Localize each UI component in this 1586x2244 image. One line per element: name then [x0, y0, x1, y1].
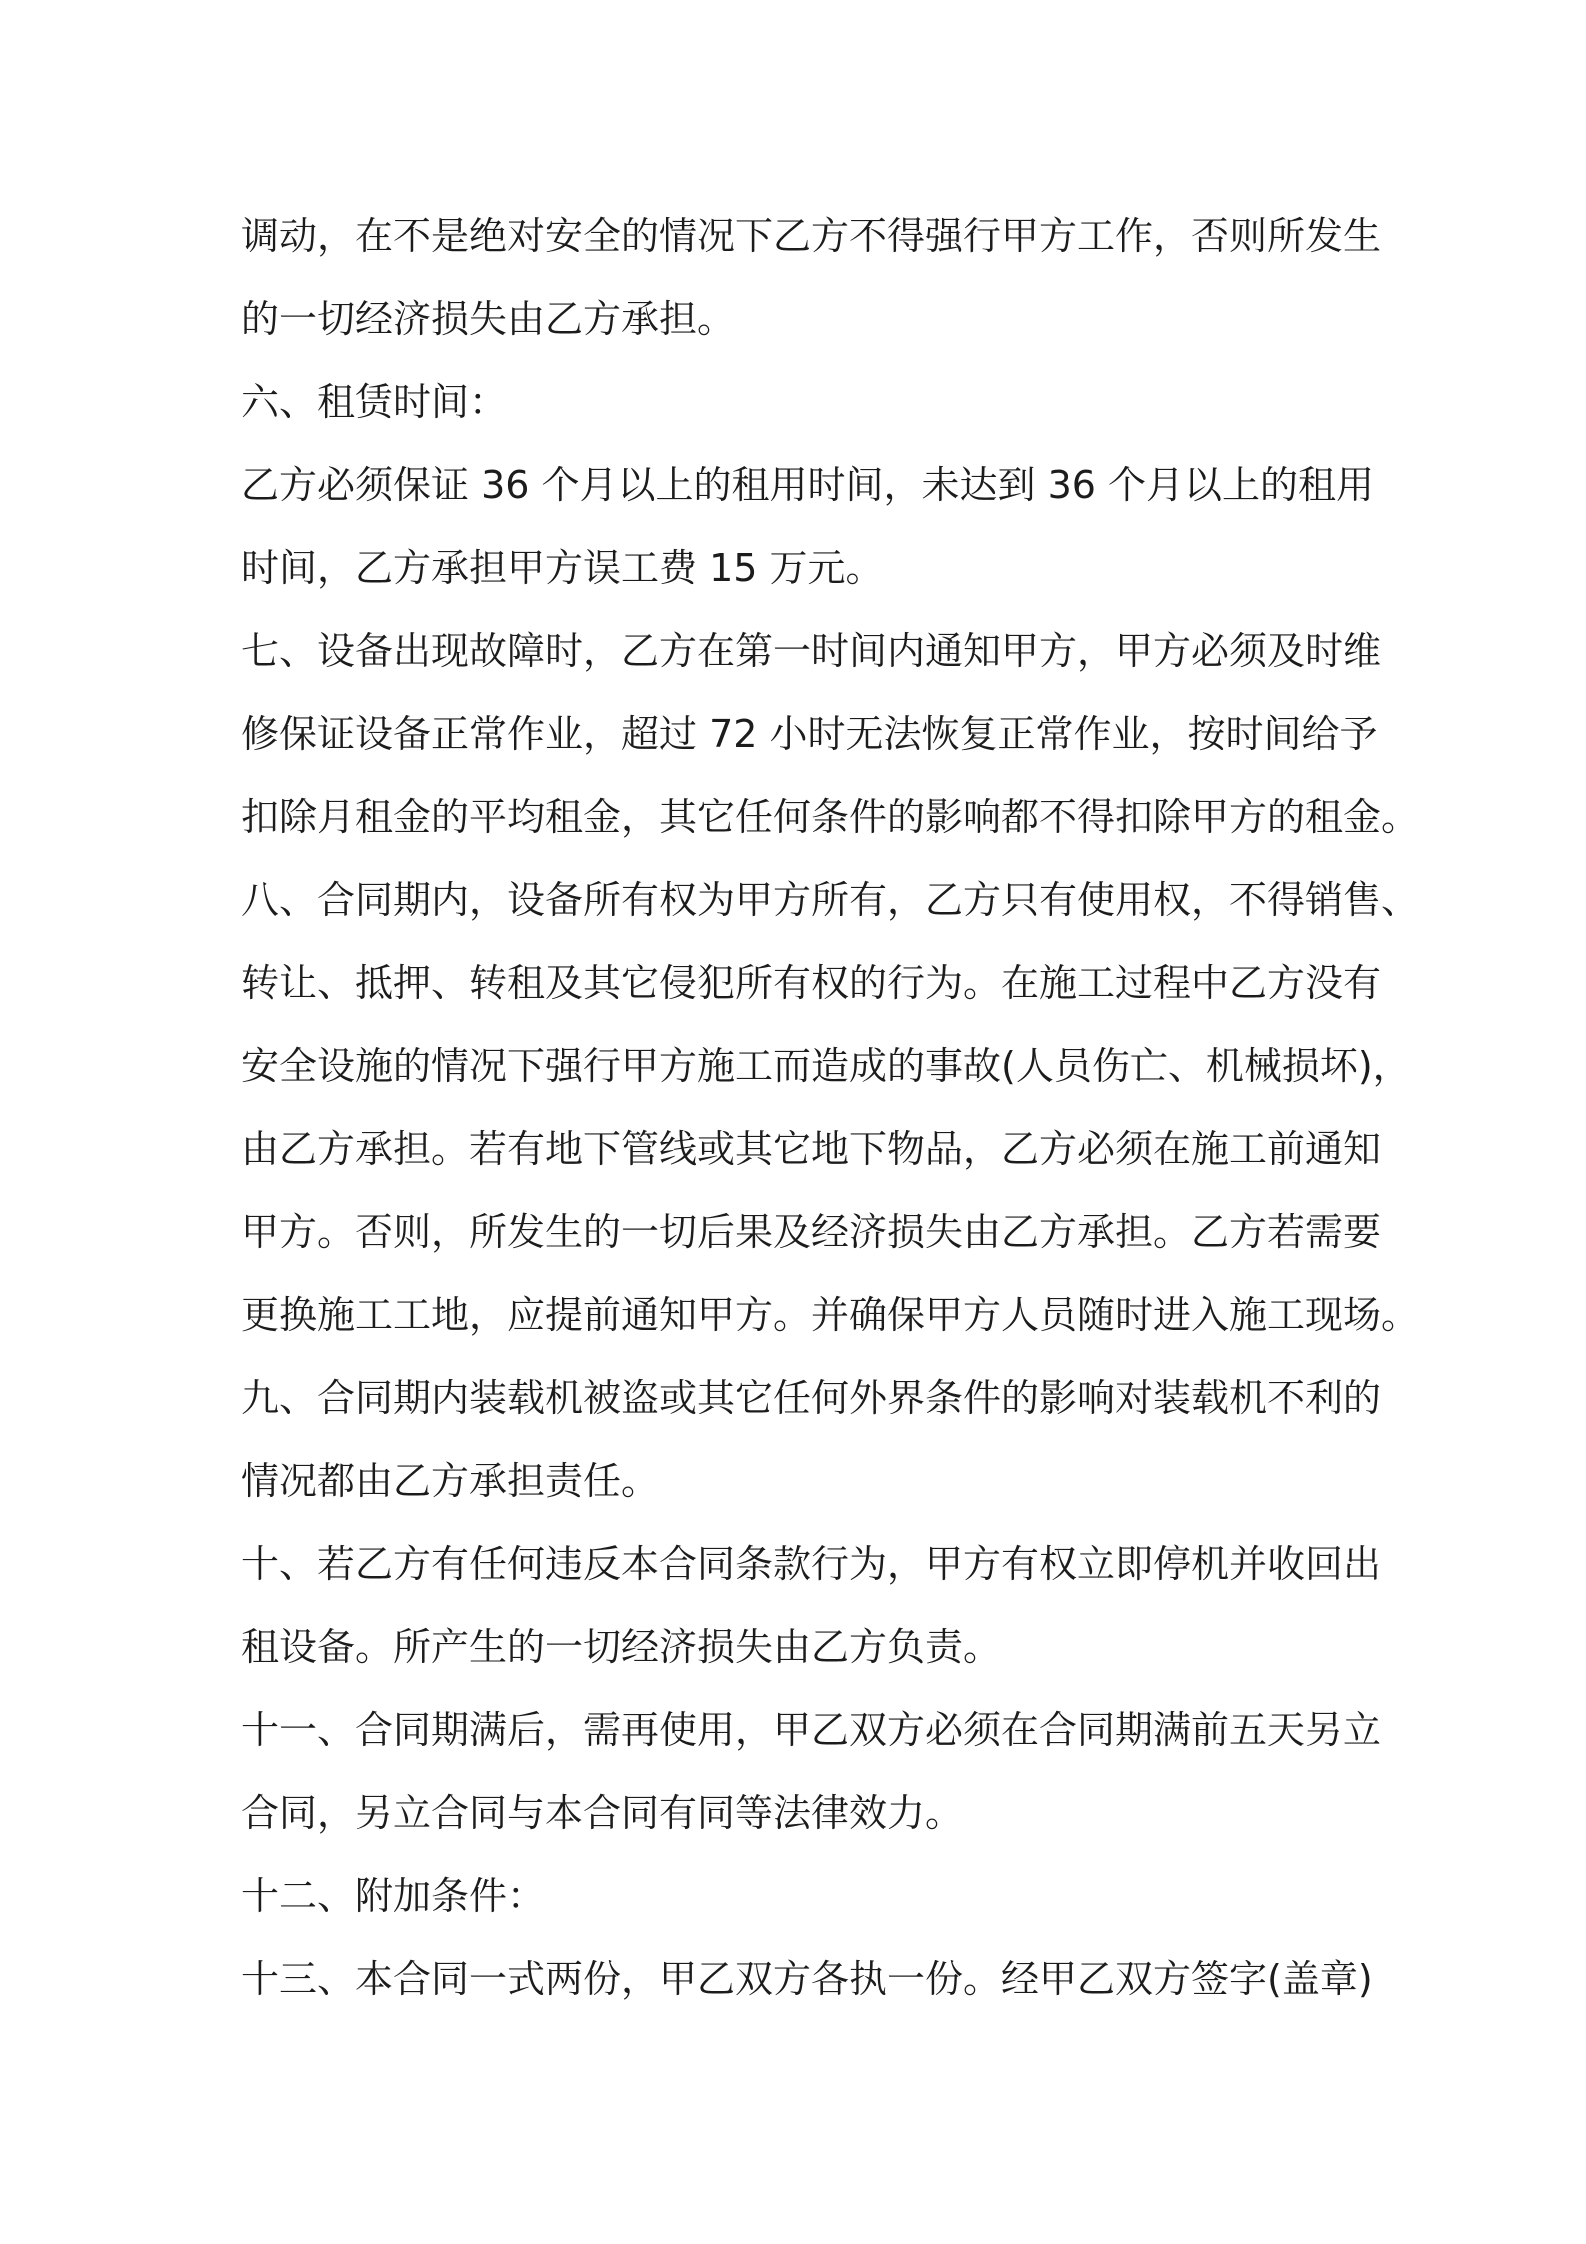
- text-line: 甲方。否则，所发生的一切后果及经济损失由乙方承担。乙方若需要: [241, 1210, 1382, 1254]
- text-line: 扣除月租金的平均租金，其它任何条件的影响都不得扣除甲方的租金。: [241, 795, 1420, 839]
- clause-thirteen-line: 十三、本合同一式两份，甲乙双方各执一份。经甲乙双方签字(盖章): [241, 1957, 1373, 2001]
- section-heading-additional-terms: 十二、附加条件：: [241, 1874, 546, 1918]
- clause-nine-line: 九、合同期内装载机被盗或其它任何外界条件的影响对装载机不利的: [241, 1376, 1382, 1420]
- section-heading-lease-term: 六、租赁时间：: [241, 380, 508, 424]
- clause-ten-line: 十、若乙方有任何违反本合同条款行为，甲方有权立即停机并收回出: [241, 1542, 1382, 1586]
- text-line: 的一切经济损失由乙方承担。: [241, 297, 736, 341]
- text-line: 修保证设备正常作业，超过 72 小时无法恢复正常作业，按时间给予: [241, 712, 1378, 756]
- text-line: 合同，另立合同与本合同有同等法律效力。: [241, 1791, 964, 1835]
- text-line: 乙方必须保证 36 个月以上的租用时间，未达到 36 个月以上的租用: [241, 463, 1375, 507]
- contract-body: [241, 195, 1420, 2021]
- text-line: 更换施工工地，应提前通知甲方。并确保甲方人员随时进入施工现场。: [241, 1293, 1420, 1337]
- text-line: 情况都由乙方承担责任。: [241, 1459, 660, 1503]
- text-line: 租设备。所产生的一切经济损失由乙方负责。: [241, 1625, 1002, 1669]
- text-line: 转让、抵押、转租及其它侵犯所有权的行为。在施工过程中乙方没有: [241, 961, 1382, 1005]
- clause-eight-line: 八、合同期内，设备所有权为甲方所有，乙方只有使用权，不得销售、: [241, 878, 1420, 922]
- text-line: 由乙方承担。若有地下管线或其它地下物品，乙方必须在施工前通知: [241, 1127, 1382, 1171]
- text-line: 调动，在不是绝对安全的情况下乙方不得强行甲方工作，否则所发生: [241, 214, 1382, 258]
- clause-eleven-line: 十一、合同期满后，需再使用，甲乙双方必须在合同期满前五天另立: [241, 1708, 1382, 1752]
- clause-seven-line: 七、设备出现故障时，乙方在第一时间内通知甲方，甲方必须及时维: [241, 629, 1382, 673]
- text-line: 时间，乙方承担甲方误工费 15 万元。: [241, 546, 884, 590]
- text-line: 安全设施的情况下强行甲方施工而造成的事故(人员伤亡、机械损坏)，: [241, 1044, 1411, 1088]
